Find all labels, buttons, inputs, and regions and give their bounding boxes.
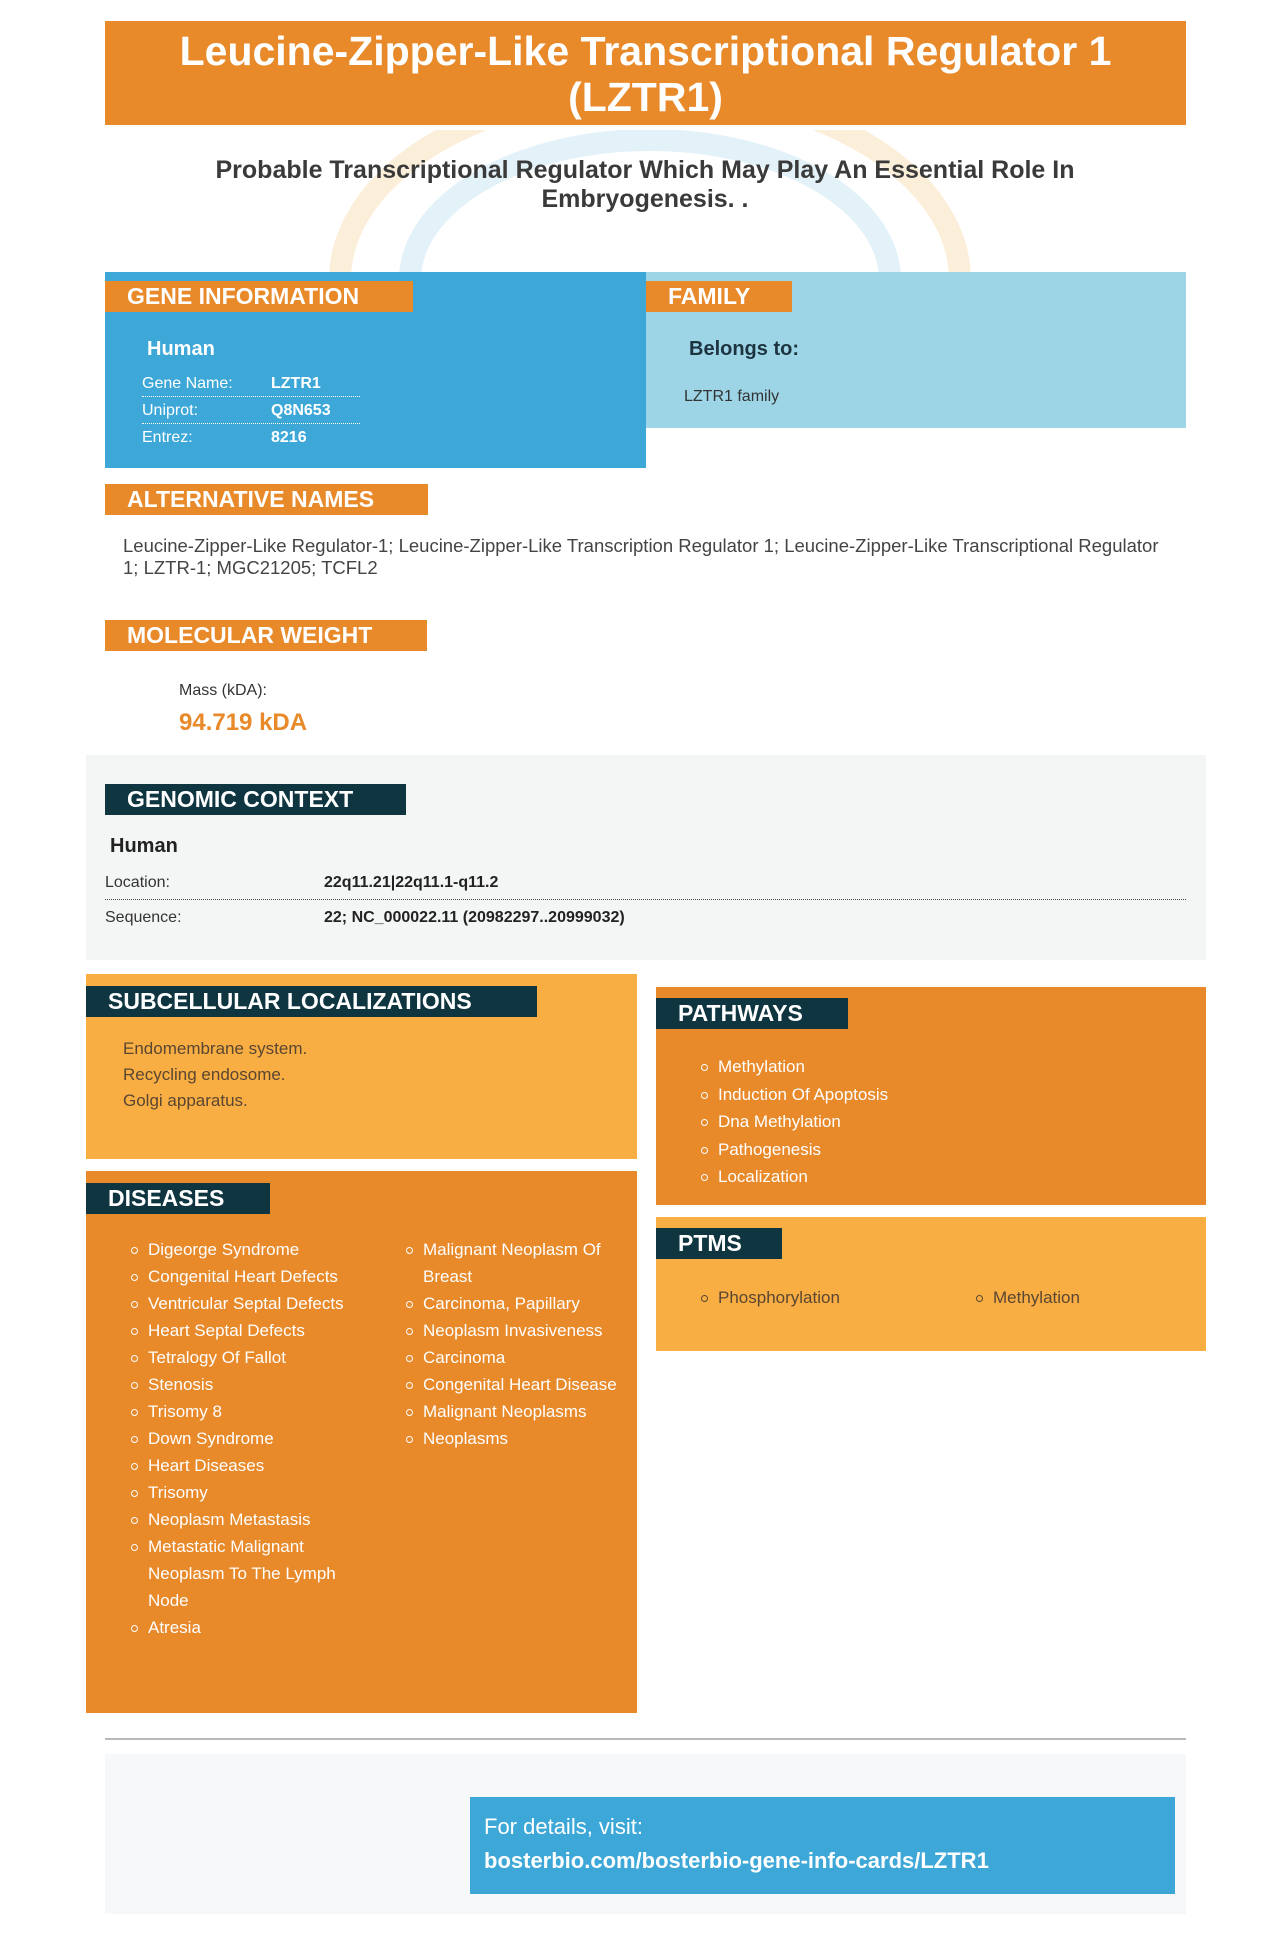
disease-item: Carcinoma, Papillary [404, 1290, 619, 1317]
ptm-item: Phosphorylation [699, 1284, 840, 1312]
disease-item: Malignant Neoplasms [404, 1398, 619, 1425]
sequence-label: Sequence: [105, 909, 182, 926]
disease-item: Malignant Neoplasm Of Breast [404, 1236, 619, 1290]
pathway-item: Dna Methylation [699, 1108, 888, 1136]
gene-name-value: LZTR1 [271, 375, 321, 392]
page-subtitle: Probable Transcriptional Regulator Which May Play An Essential Role In Embryogenesis. . [215, 156, 1075, 213]
disease-item: Carcinoma [404, 1344, 619, 1371]
footer-divider [105, 1738, 1186, 1740]
diseases-list-col1 [129, 1236, 344, 1641]
subcellular-localizations-panel [86, 974, 637, 1159]
belongs-to-label: Belongs to: [689, 338, 799, 360]
ptm-item: Methylation [974, 1284, 1080, 1312]
sequence-row [105, 901, 1186, 935]
details-label: For details, visit: [484, 1814, 643, 1839]
genomic-species: Human [110, 835, 178, 857]
disease-item: Stenosis [129, 1371, 344, 1398]
subcellular-item: Recycling endosome. [123, 1065, 286, 1084]
gene-information-heading: GENE INFORMATION [105, 281, 413, 312]
sequence-value: 22; NC_000022.11 (20982297..20999032) [324, 909, 625, 926]
disease-item: Neoplasm Metastasis [129, 1506, 344, 1533]
gene-name-row [142, 370, 360, 397]
location-value: 22q11.21|22q11.1-q11.2 [324, 874, 499, 891]
location-label: Location: [105, 874, 170, 891]
subcellular-item: Endomembrane system. [123, 1039, 308, 1058]
mass-label: Mass (kDA): [179, 682, 267, 699]
disease-item: Neoplasms [404, 1425, 619, 1452]
mass-value: 94.719 kDA [179, 709, 308, 736]
alternative-names-heading: ALTERNATIVE NAMES [105, 484, 428, 515]
gene-info-table [142, 370, 360, 451]
diseases-panel [86, 1171, 637, 1713]
page-title: Leucine-Zipper-Like Transcriptional Regulator 1 (LZTR1) [105, 21, 1186, 125]
entrez-row [142, 424, 360, 451]
subcellular-localizations-heading: SUBCELLULAR LOCALIZATIONS [86, 986, 537, 1017]
pathways-list [699, 1053, 888, 1191]
pathway-item: Methylation [699, 1053, 888, 1081]
disease-item: Down Syndrome [129, 1425, 344, 1452]
ptms-list-col1 [699, 1284, 840, 1312]
subcellular-list [123, 1036, 307, 1114]
disease-item: Heart Septal Defects [129, 1317, 344, 1344]
details-url-link[interactable]: bosterbio.com/bosterbio-gene-info-cards/LZTR1 [484, 1848, 989, 1873]
disease-item: Trisomy 8 [129, 1398, 344, 1425]
disease-item: Ventricular Septal Defects [129, 1290, 344, 1317]
uniprot-value: Q8N653 [271, 402, 331, 419]
details-link-box[interactable] [470, 1797, 1175, 1894]
disease-item: Congenital Heart Defects [129, 1263, 344, 1290]
gene-species: Human [147, 338, 215, 360]
disease-item: Metastatic Malignant Neoplasm To The Lymph Node [129, 1533, 344, 1614]
disease-item: Congenital Heart Disease [404, 1371, 619, 1398]
genomic-context-heading: GENOMIC CONTEXT [105, 784, 406, 815]
uniprot-label: Uniprot: [142, 402, 199, 419]
disease-item: Tetralogy Of Fallot [129, 1344, 344, 1371]
ptms-panel [656, 1217, 1206, 1351]
ptms-list-col2 [974, 1284, 1080, 1312]
pathway-item: Pathogenesis [699, 1136, 888, 1164]
subcellular-item: Golgi apparatus. [123, 1091, 248, 1110]
gene-name-label: Gene Name: [142, 375, 233, 392]
disease-item: Digeorge Syndrome [129, 1236, 344, 1263]
gene-information-panel [105, 272, 646, 468]
diseases-heading: DISEASES [86, 1183, 270, 1214]
disease-item: Trisomy [129, 1479, 344, 1506]
family-value: LZTR1 family [684, 388, 780, 405]
footer [105, 1754, 1186, 1914]
disease-item: Atresia [129, 1614, 344, 1641]
disease-item: Heart Diseases [129, 1452, 344, 1479]
genomic-context-panel [86, 755, 1206, 960]
disease-item: Neoplasm Invasiveness [404, 1317, 619, 1344]
pathways-panel [656, 987, 1206, 1205]
family-heading: FAMILY [646, 281, 792, 312]
ptms-heading: PTMS [656, 1228, 782, 1259]
uniprot-row [142, 397, 360, 424]
pathway-item: Localization [699, 1163, 888, 1191]
pathway-item: Induction Of Apoptosis [699, 1081, 888, 1109]
pathways-heading: PATHWAYS [656, 998, 848, 1029]
entrez-label: Entrez: [142, 429, 193, 446]
family-panel [646, 272, 1186, 428]
location-row [105, 866, 1186, 900]
alternative-names-text: Leucine-Zipper-Like Regulator-1; Leucine-Zipper-Like Transcription Regulator 1; Leucine-Zipper-Like Transcriptional Regulator 1; LZTR-1; MGC21205; TCFL2 [123, 535, 1159, 578]
molecular-weight-heading: MOLECULAR WEIGHT [105, 620, 427, 651]
entrez-value: 8216 [271, 429, 307, 446]
diseases-list-col2 [404, 1236, 619, 1452]
